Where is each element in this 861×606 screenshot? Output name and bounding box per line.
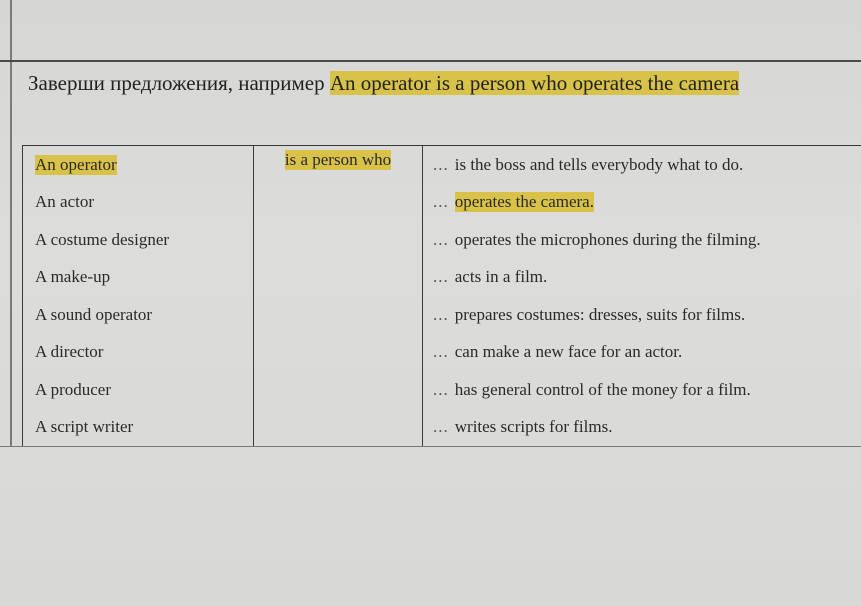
subject-row: [23, 409, 253, 447]
bottom-rule: [0, 446, 861, 447]
subject-row: [23, 334, 253, 372]
ending-text: writes scripts for films.: [454, 417, 613, 437]
subject-row: [23, 184, 253, 222]
subject-row: [23, 371, 253, 409]
ending-row: [423, 221, 861, 259]
ellipsis: ...: [433, 379, 449, 399]
ending-text: can make a new face for an actor.: [454, 342, 683, 362]
ellipsis: ...: [433, 342, 449, 362]
subject-text: A sound operator: [35, 304, 153, 324]
ending-row: [423, 259, 861, 297]
linking-phrase: is a person who: [284, 150, 392, 169]
instruction-example: An operator is a person who operates the camera: [329, 71, 740, 95]
subject-text: A costume designer: [35, 229, 170, 249]
subject-text: A make-up: [35, 267, 111, 287]
ending-text: operates the camera.: [454, 192, 594, 212]
ending-text: is the boss and tells everybody what to do.: [454, 154, 744, 174]
ending-row: [423, 409, 861, 447]
subject-text: A director: [35, 342, 104, 362]
ellipsis: ...: [433, 267, 449, 287]
subjects-column: [23, 146, 254, 447]
subject-row: [23, 296, 253, 334]
linking-column: [254, 146, 423, 447]
ellipsis: ...: [433, 154, 449, 174]
linking-phrase-row: [254, 146, 422, 170]
ending-text: prepares costumes: dresses, suits for films.: [454, 304, 746, 324]
ellipsis: ...: [433, 192, 449, 212]
task-instruction: [28, 72, 828, 95]
subject-text: A producer: [35, 379, 112, 399]
ending-text: operates the microphones during the filming.: [454, 229, 761, 249]
ellipsis: ...: [433, 417, 449, 437]
top-rule: [0, 60, 861, 62]
subject-row: [23, 146, 253, 184]
ellipsis: ...: [433, 229, 449, 249]
ending-row: [423, 371, 861, 409]
ending-row: [423, 334, 861, 372]
subject-row: [23, 221, 253, 259]
endings-column: [423, 146, 861, 447]
page-margin-line: [10, 0, 12, 446]
matching-table: [22, 145, 861, 447]
instruction-prefix: Заверши предложения, например: [28, 71, 330, 95]
ending-text: has general control of the money for a film.: [454, 379, 751, 399]
subject-row: [23, 259, 253, 297]
ending-text: acts in a film.: [454, 267, 548, 287]
subject-text: A script writer: [35, 417, 134, 437]
ending-row: [423, 146, 861, 184]
ending-row: [423, 296, 861, 334]
subject-text: An actor: [35, 192, 95, 212]
ellipsis: ...: [433, 304, 449, 324]
subject-text: An operator: [35, 154, 117, 174]
ending-row: [423, 184, 861, 222]
